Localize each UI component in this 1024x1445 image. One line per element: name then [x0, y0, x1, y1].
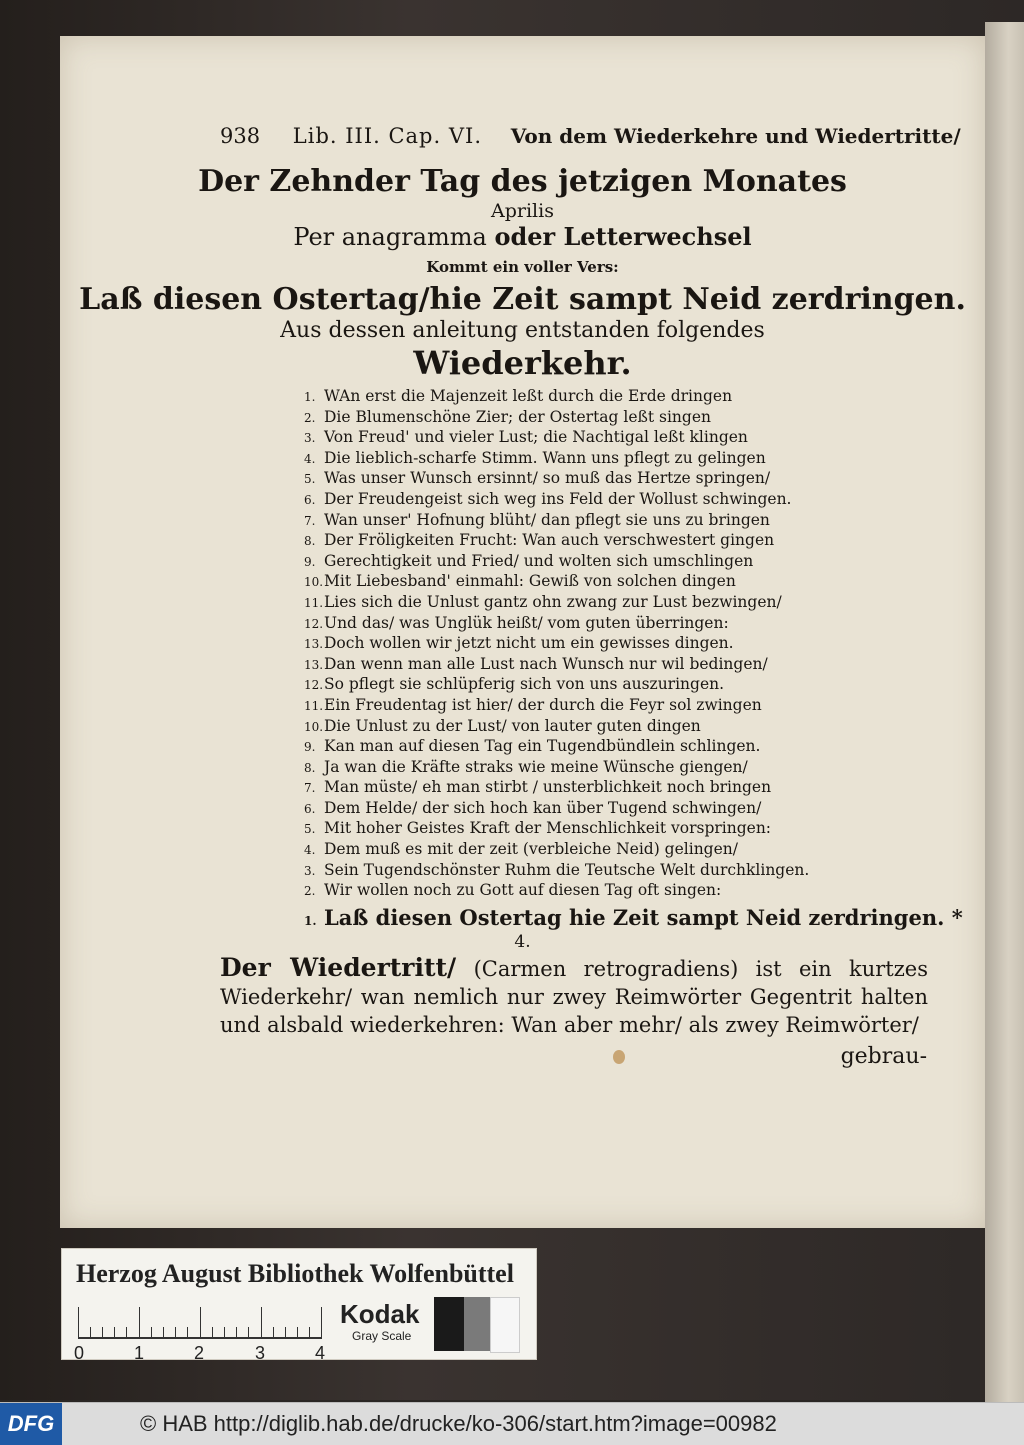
book-page [60, 36, 985, 1228]
dfg-logo: DFG [0, 1403, 62, 1445]
verse-number: 5. [304, 472, 316, 487]
verse-line [304, 468, 944, 489]
verse-number: 13. [304, 637, 324, 652]
verse-number: 13. [304, 657, 324, 672]
paragraph-body: (Carmen retrogradiens) ist ein kurtzes Wiederkehr/ wan nemlich nur zwey Reimwörter Gegentrit halten und alsbald wiederkehren: Wan aber mehr/ als zwey Reimwörter/ [220, 957, 928, 1037]
verse-number: 9. [304, 740, 316, 755]
verse-number: 3. [304, 431, 316, 446]
verse-text: Man müste/ eh man stirbt / unsterblichkeit noch bringen [324, 778, 772, 797]
ruler-tick [139, 1307, 140, 1337]
ruler-number: 4 [315, 1343, 326, 1363]
ruler-tick [285, 1327, 286, 1337]
verse-text: Lies sich die Unlust gantz ohn zwang zur Lust bezwingen/ [324, 592, 782, 611]
verse-line [304, 798, 944, 819]
verse-text: Dan wenn man alle Lust nach Wunsch nur wil bedingen/ [324, 654, 768, 673]
poem-heading: Wiederkehr. [413, 344, 632, 382]
verse-line [304, 530, 944, 551]
verse-line [304, 633, 944, 654]
section-number: 4. [514, 932, 531, 952]
verse-text: Laß diesen Ostertag hie Zeit sampt Neid zerdringen. * [324, 904, 963, 930]
black-swatch [434, 1297, 464, 1351]
verse-text: Mit Liebesband' einmahl: Gewiß von solchen dingen [324, 572, 736, 591]
copyright-link[interactable]: © HAB http://diglib.hab.de/drucke/ko-306/start.htm?image=00982 [140, 1411, 777, 1436]
verse-text: Dem Helde/ der sich hoch kan über Tugend schwingen/ [324, 798, 762, 817]
gray-scale-label: Gray Scale [352, 1329, 412, 1343]
running-header [220, 124, 980, 148]
verse-number: 4. [304, 843, 316, 858]
verse-number: 1. [304, 390, 316, 404]
verse-text: Gerechtigkeit und Fried/ und wolten sich umschlingen [324, 551, 754, 570]
ruler-tick [248, 1327, 249, 1337]
ruler-number: 0 [74, 1343, 85, 1363]
verse-text: So pflegt sie schlüpferig sich von uns auszuringen. [324, 675, 725, 694]
verse-line [304, 674, 944, 695]
ruler-tick [236, 1327, 237, 1337]
verse-number: 12. [304, 678, 324, 693]
color-calibration-card [61, 1248, 537, 1363]
scale-ruler [78, 1307, 322, 1339]
ruler-tick [273, 1327, 274, 1337]
verse-text: Ja wan die Kräfte straks wie meine Wünsche giengen/ [324, 757, 748, 776]
verse-line [304, 448, 944, 469]
library-name: Herzog August Bibliothek Wolfenbüttel [76, 1259, 514, 1288]
verse-line [304, 407, 944, 428]
ruler-tick [297, 1327, 298, 1337]
verse-text: Mit hoher Geistes Kraft der Menschlichkeit vorspringen: [324, 819, 772, 838]
verse-text: Dem muß es mit der zeit (verbleiche Neid) gelingen/ [324, 840, 738, 859]
ruler-tick [321, 1307, 322, 1337]
verse-number: 5. [304, 822, 316, 837]
verse-number: 8. [304, 534, 316, 549]
verse-text: Die Unlust zu der Lust/ von lauter guten dingen [324, 716, 701, 735]
verse-text: WAn erst die Majenzeit leßt durch die Erde dringen [324, 387, 733, 405]
verse-line [304, 757, 944, 778]
poem-verses [304, 386, 963, 931]
verse-text: Der Fröligkeiten Frucht: Wan auch verschwestert gingen [324, 531, 775, 550]
verse-line [304, 510, 944, 531]
verse-number: 7. [304, 781, 316, 796]
verse-line [304, 839, 944, 860]
verse-text: Doch wollen wir jetzt nicht um ein gewisses dingen. [324, 634, 734, 653]
verse-line [304, 613, 944, 634]
verse-line [304, 592, 944, 613]
verse-text: Die lieblich-scharfe Stimm. Wann uns pflegt zu gelingen [324, 448, 766, 467]
verse-text: Wan unser' Hofnung blüht/ dan pflegt sie uns zu bringen [324, 510, 770, 529]
verse-text: Von Freud' und vieler Lust; die Nachtigal leßt klingen [324, 428, 748, 447]
title-line-6: Aus dessen anleitung entstanden folgendes [280, 318, 765, 343]
verse-number: 9. [304, 554, 316, 569]
kodak-logo: Kodak [340, 1299, 420, 1329]
verse-number: 11. [304, 698, 324, 713]
verse-number: 2. [304, 884, 316, 899]
verse-number: 3. [304, 863, 316, 878]
body-paragraph [220, 954, 928, 1039]
verse-line-final [304, 904, 963, 931]
paragraph-lead: Der Wiedertritt/ [220, 953, 457, 982]
title-line-3-latin: Per anagramma [293, 223, 487, 251]
verse-line [304, 818, 944, 839]
verse-line [304, 716, 944, 737]
verse-text: Ein Freudentag ist hier/ der durch die Feyr sol zwingen [324, 695, 762, 714]
verse-number: 10. [304, 719, 324, 734]
verse-line [304, 695, 944, 716]
running-title: Von dem Wiederkehre und Wiedertritte/ [510, 124, 961, 148]
ruler-number: 3 [255, 1343, 266, 1363]
title-line-1: Der Zehnder Tag des jetzigen Monates [198, 164, 847, 199]
verse-line [304, 551, 944, 572]
ruler-tick [102, 1327, 103, 1337]
verse-number: 11. [304, 595, 324, 610]
verse-number: 8. [304, 760, 316, 775]
verse-line [304, 386, 944, 407]
verse-line [304, 777, 944, 798]
title-line-3-german: oder Letterwechsel [494, 222, 752, 251]
verse-number: 12. [304, 616, 324, 631]
white-swatch [490, 1297, 520, 1353]
page-number: 938 [220, 124, 261, 148]
verse-text: Der Freudengeist sich weg ins Feld der Wollust schwingen. [324, 489, 792, 508]
ruler-tick [163, 1327, 164, 1337]
ruler-tick [90, 1327, 91, 1337]
verse-line [304, 860, 944, 881]
verse-number: 2. [304, 410, 316, 425]
chapter-ref: Lib. III. Cap. VI. [292, 124, 482, 148]
verse-text: Kan man auf diesen Tag ein Tugendbündlein schlingen. [324, 737, 761, 756]
ruler-tick [114, 1327, 115, 1337]
title-line-2: Aprilis [491, 200, 554, 222]
ruler-tick [200, 1307, 201, 1337]
verse-line [304, 880, 944, 901]
verse-text: Wir wollen noch zu Gott auf diesen Tag oft singen: [324, 881, 722, 900]
verse-number: 7. [304, 513, 316, 528]
verse-number: 6. [304, 801, 316, 816]
verse-line [304, 571, 944, 592]
next-page-edge [985, 22, 1024, 1402]
ruler-tick [187, 1327, 188, 1337]
ruler-number: 2 [194, 1343, 205, 1363]
verse-text: Die Blumenschöne Zier; der Ostertag leßt singen [324, 407, 711, 426]
ruler-tick [126, 1327, 127, 1337]
verse-text: Und das/ was Unglük heißt/ vom guten überringen: [324, 613, 729, 632]
verse-line [304, 736, 944, 757]
ruler-tick [309, 1327, 310, 1337]
anagram-verse: Laß diesen Ostertag/hie Zeit sampt Neid zerdringen. [79, 282, 966, 317]
verse-text: Was unser Wunsch ersinnt/ so muß das Hertze springen/ [324, 469, 771, 488]
verse-line [304, 654, 944, 675]
verse-number: 1. [304, 913, 317, 928]
ruler-tick [212, 1327, 213, 1337]
verse-line [304, 489, 944, 510]
footer-bar [0, 1402, 1024, 1445]
verse-number: 6. [304, 492, 316, 507]
gray-swatch [464, 1297, 490, 1351]
verse-number: 4. [304, 451, 316, 466]
ruler-tick [261, 1307, 262, 1337]
verse-number: 10. [304, 575, 324, 590]
ruler-tick [224, 1327, 225, 1337]
verse-line [304, 427, 944, 448]
ink-stain [613, 1050, 625, 1064]
title-line-3 [60, 222, 985, 251]
catchword: gebrau- [840, 1044, 927, 1069]
ruler-tick [151, 1327, 152, 1337]
ruler-tick [175, 1327, 176, 1337]
verse-text: Sein Tugendschönster Ruhm die Teutsche Welt durchklingen. [324, 860, 810, 879]
ruler-number: 1 [134, 1343, 145, 1363]
title-line-4: Kommt ein voller Vers: [426, 258, 619, 276]
ruler-tick [78, 1307, 79, 1337]
